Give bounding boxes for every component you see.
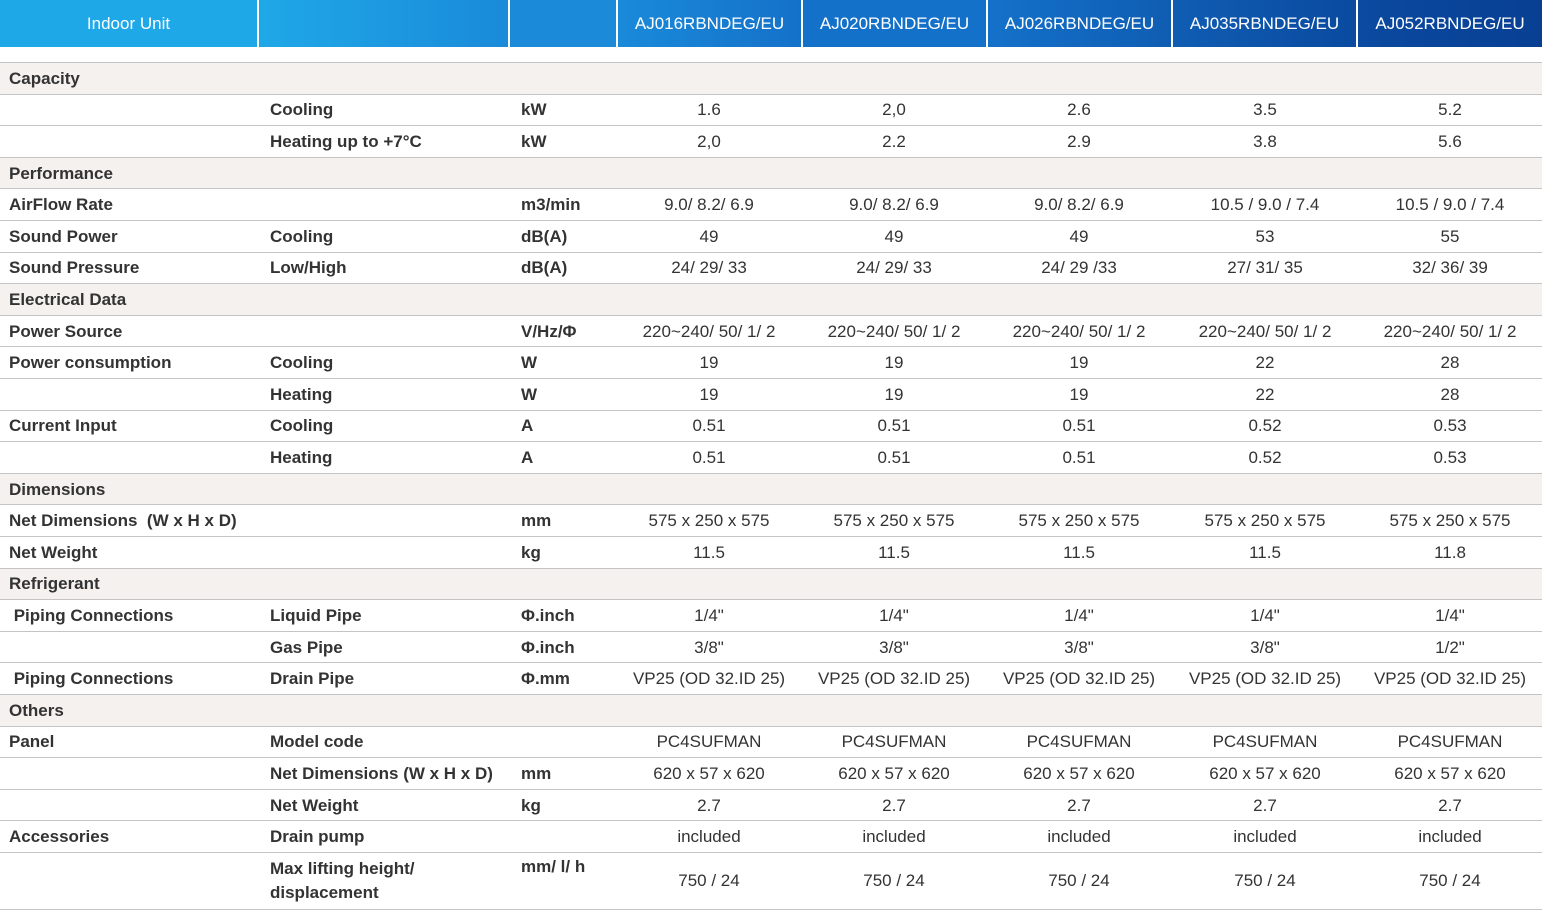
row-value-4: 28 xyxy=(1440,384,1460,404)
row-value-0: 220~240/ 50/ 1/ 2 xyxy=(642,321,776,341)
row-value-2: 750 / 24 xyxy=(1048,871,1110,890)
row-value-3: VP25 (OD 32.ID 25) xyxy=(1188,669,1342,689)
row-value-3: 0.52 xyxy=(1248,447,1282,467)
row-sublabel: Cooling xyxy=(270,100,334,120)
row-value-0: 2.7 xyxy=(697,795,721,815)
row-value-3: 22 xyxy=(1255,384,1275,404)
row-value-1: 19 xyxy=(884,384,904,404)
table-row xyxy=(0,789,1542,822)
row-unit: Φ.inch xyxy=(521,605,575,625)
row-value-0: 1/4" xyxy=(694,605,724,625)
header-blank-cell xyxy=(510,0,616,47)
row-value-4: 10.5 / 9.0 / 7.4 xyxy=(1395,195,1505,215)
row-unit: mm/ l/ h xyxy=(521,857,586,876)
row-value-4: 575 x 250 x 575 xyxy=(1389,511,1511,531)
row-value-4: 620 x 57 x 620 xyxy=(1394,763,1506,783)
row-unit: dB(A) xyxy=(521,258,568,278)
table-row xyxy=(0,94,1542,127)
row-sublabel: Max lifting height/ displacement xyxy=(270,859,415,902)
row-value-2: 3/8" xyxy=(1064,637,1094,657)
row-value-2: 2.9 xyxy=(1067,131,1091,151)
table-row xyxy=(0,726,1542,759)
row-label: AirFlow Rate xyxy=(9,195,113,215)
table-row xyxy=(0,220,1542,253)
row-sublabel: Heating up to +7°C xyxy=(270,131,422,151)
row-value-1: 19 xyxy=(884,353,904,373)
header-title: Indoor Unit xyxy=(0,0,257,47)
row-sublabel: Cooling xyxy=(270,353,334,373)
row-value-2: PC4SUFMAN xyxy=(1026,732,1132,752)
header-blank-cell xyxy=(259,0,508,47)
row-value-3: 1/4" xyxy=(1250,605,1280,625)
row-unit: Φ.mm xyxy=(521,669,570,689)
row-value-3: 10.5 / 9.0 / 7.4 xyxy=(1210,195,1320,215)
row-unit: W xyxy=(521,353,538,373)
row-value-0: 1.6 xyxy=(697,100,721,120)
row-value-0: 19 xyxy=(699,384,719,404)
row-value-4: 0.53 xyxy=(1433,416,1467,436)
row-unit: A xyxy=(521,447,534,467)
row-value-2: 575 x 250 x 575 xyxy=(1018,511,1140,531)
section-row xyxy=(0,283,1542,316)
row-value-1: 9.0/ 8.2/ 6.9 xyxy=(849,195,939,215)
row-unit: kW xyxy=(521,131,547,151)
table-row xyxy=(0,631,1542,664)
row-value-3: included xyxy=(1233,827,1297,847)
row-value-3: 575 x 250 x 575 xyxy=(1204,511,1326,531)
row-unit: mm xyxy=(521,511,552,531)
row-value-4: 11.8 xyxy=(1434,542,1466,562)
row-sublabel: Liquid Pipe xyxy=(270,605,362,625)
table-row xyxy=(0,504,1542,537)
row-value-1: 49 xyxy=(884,226,904,246)
table-row xyxy=(0,378,1542,411)
table-row xyxy=(0,820,1542,853)
row-value-0: PC4SUFMAN xyxy=(656,732,762,752)
row-value-0: 750 / 24 xyxy=(678,871,740,890)
table-row xyxy=(0,757,1542,790)
row-value-3: 53 xyxy=(1255,226,1275,246)
table-row xyxy=(0,346,1542,379)
row-unit: W xyxy=(521,384,538,404)
row-value-1: 575 x 250 x 575 xyxy=(833,511,955,531)
row-unit: kg xyxy=(521,542,541,562)
row-value-3: 750 / 24 xyxy=(1234,871,1296,890)
table-row xyxy=(0,599,1542,632)
row-value-3: 0.52 xyxy=(1248,416,1282,436)
row-value-2: 9.0/ 8.2/ 6.9 xyxy=(1034,195,1124,215)
table-row xyxy=(0,536,1542,569)
row-value-0: 0.51 xyxy=(692,416,726,436)
row-unit: m3/min xyxy=(521,195,581,215)
row-value-2: 0.51 xyxy=(1062,447,1096,467)
row-value-2: 0.51 xyxy=(1062,416,1096,436)
row-sublabel: Cooling xyxy=(270,226,334,246)
row-value-2: 2.6 xyxy=(1067,100,1091,120)
row-value-0: 24/ 29/ 33 xyxy=(671,258,747,278)
row-value-0: included xyxy=(677,827,741,847)
row-value-1: 750 / 24 xyxy=(863,871,925,890)
row-value-4: VP25 (OD 32.ID 25) xyxy=(1373,669,1527,689)
row-unit: A xyxy=(521,416,534,436)
row-value-4: 0.53 xyxy=(1433,447,1467,467)
row-value-1: 220~240/ 50/ 1/ 2 xyxy=(827,321,961,341)
row-sublabel: Heating xyxy=(270,384,333,404)
row-value-0: 0.51 xyxy=(692,447,726,467)
row-label: Net Weight xyxy=(9,542,98,562)
row-sublabel: Net Weight xyxy=(270,795,359,815)
row-value-4: 28 xyxy=(1440,353,1460,373)
section-row xyxy=(0,568,1542,601)
row-value-0: VP25 (OD 32.ID 25) xyxy=(632,669,786,689)
row-sublabel: Cooling xyxy=(270,416,334,436)
row-label: Power consumption xyxy=(9,353,172,373)
row-sublabel: Net Dimensions (W x H x D) xyxy=(270,763,493,783)
row-value-4: PC4SUFMAN xyxy=(1397,732,1503,752)
row-sublabel: Heating xyxy=(270,447,333,467)
row-unit: V/Hz/Φ xyxy=(521,321,577,341)
row-label: Panel xyxy=(9,732,55,752)
row-sublabel: Model code xyxy=(270,732,364,752)
row-value-3: 2.7 xyxy=(1253,795,1277,815)
row-value-0: 9.0/ 8.2/ 6.9 xyxy=(664,195,754,215)
section-label: Capacity xyxy=(9,68,80,88)
row-value-0: 3/8" xyxy=(694,637,724,657)
row-unit: mm xyxy=(521,763,552,783)
table-row xyxy=(0,441,1542,474)
row-value-3: 620 x 57 x 620 xyxy=(1209,763,1321,783)
row-value-4: 5.6 xyxy=(1438,131,1462,151)
section-row xyxy=(0,694,1542,727)
row-value-2: VP25 (OD 32.ID 25) xyxy=(1002,669,1156,689)
row-value-2: 1/4" xyxy=(1064,605,1094,625)
header-model-0: AJ016RBNDEG/EU xyxy=(618,0,801,47)
row-value-3: PC4SUFMAN xyxy=(1212,732,1318,752)
row-value-0: 49 xyxy=(699,226,719,246)
row-value-4: 1/2" xyxy=(1435,637,1465,657)
row-value-4: 1/4" xyxy=(1435,605,1465,625)
row-label: Current Input xyxy=(9,416,117,436)
row-unit: kW xyxy=(521,100,547,120)
row-value-2: 620 x 57 x 620 xyxy=(1023,763,1135,783)
row-value-2: 19 xyxy=(1069,353,1089,373)
row-value-1: 0.51 xyxy=(877,447,911,467)
row-value-4: 32/ 36/ 39 xyxy=(1412,258,1488,278)
row-label: Power Source xyxy=(9,321,123,341)
header-model-4: AJ052RBNDEG/EU xyxy=(1358,0,1542,47)
row-value-1: 1/4" xyxy=(879,605,909,625)
row-value-2: 11.5 xyxy=(1063,542,1095,562)
row-value-3: 3.5 xyxy=(1253,100,1277,120)
section-label: Dimensions xyxy=(9,479,106,499)
row-value-0: 11.5 xyxy=(693,542,725,562)
row-value-4: 220~240/ 50/ 1/ 2 xyxy=(1383,321,1517,341)
row-value-4: included xyxy=(1418,827,1482,847)
header-model-1: AJ020RBNDEG/EU xyxy=(803,0,986,47)
row-value-0: 2,0 xyxy=(697,131,721,151)
row-sublabel: Gas Pipe xyxy=(270,637,343,657)
row-label: Piping Connections xyxy=(9,605,174,625)
row-value-2: 19 xyxy=(1069,384,1089,404)
row-value-4: 2.7 xyxy=(1438,795,1462,815)
row-value-1: included xyxy=(862,827,926,847)
row-value-1: VP25 (OD 32.ID 25) xyxy=(817,669,971,689)
row-value-1: 3/8" xyxy=(879,637,909,657)
section-row xyxy=(0,473,1542,506)
row-value-4: 5.2 xyxy=(1438,100,1462,120)
table-header xyxy=(0,0,1542,47)
row-value-2: 2.7 xyxy=(1067,795,1091,815)
table-row xyxy=(0,315,1542,348)
row-value-3: 220~240/ 50/ 1/ 2 xyxy=(1198,321,1332,341)
row-value-0: 620 x 57 x 620 xyxy=(653,763,765,783)
row-label: Sound Power xyxy=(9,226,118,246)
row-label: Net Dimensions (W x H x D) xyxy=(9,511,237,531)
section-label: Others xyxy=(9,700,64,720)
row-value-3: 3.8 xyxy=(1253,131,1277,151)
row-sublabel: Low/High xyxy=(270,258,347,278)
section-label: Refrigerant xyxy=(9,574,100,594)
section-label: Electrical Data xyxy=(9,289,127,309)
row-value-3: 22 xyxy=(1255,353,1275,373)
section-row xyxy=(0,157,1542,190)
row-unit: dB(A) xyxy=(521,226,568,246)
row-value-2: 24/ 29 /33 xyxy=(1041,258,1117,278)
row-value-4: 55 xyxy=(1440,226,1460,246)
row-sublabel: Drain pump xyxy=(270,827,365,847)
row-value-1: 620 x 57 x 620 xyxy=(838,763,950,783)
row-value-1: 0.51 xyxy=(877,416,911,436)
table-row xyxy=(0,410,1542,443)
row-value-4: 750 / 24 xyxy=(1419,871,1481,890)
row-label: Accessories xyxy=(9,827,110,847)
table-row xyxy=(0,252,1542,285)
table-row xyxy=(0,125,1542,158)
row-value-1: 24/ 29/ 33 xyxy=(856,258,932,278)
header-model-2: AJ026RBNDEG/EU xyxy=(988,0,1171,47)
row-value-3: 11.5 xyxy=(1249,542,1281,562)
section-row xyxy=(0,62,1542,95)
row-label: Piping Connections xyxy=(9,669,174,689)
row-value-3: 27/ 31/ 35 xyxy=(1227,258,1303,278)
row-value-2: included xyxy=(1047,827,1111,847)
row-sublabel: Drain Pipe xyxy=(270,669,355,689)
row-value-1: 2,0 xyxy=(882,100,906,120)
row-value-2: 220~240/ 50/ 1/ 2 xyxy=(1012,321,1146,341)
table-row xyxy=(0,662,1542,695)
row-value-1: 2.2 xyxy=(882,131,906,151)
row-value-0: 19 xyxy=(699,353,719,373)
table-row xyxy=(0,852,1542,910)
row-unit: Φ.inch xyxy=(521,637,575,657)
row-value-3: 3/8" xyxy=(1250,637,1280,657)
header-model-3: AJ035RBNDEG/EU xyxy=(1173,0,1356,47)
row-value-1: 11.5 xyxy=(878,542,910,562)
row-value-1: PC4SUFMAN xyxy=(841,732,947,752)
row-label: Sound Pressure xyxy=(9,258,140,278)
section-label: Performance xyxy=(9,163,113,183)
row-unit: kg xyxy=(521,795,541,815)
table-row xyxy=(0,188,1542,221)
row-value-1: 2.7 xyxy=(882,795,906,815)
row-value-2: 49 xyxy=(1069,226,1089,246)
row-value-0: 575 x 250 x 575 xyxy=(648,511,770,531)
